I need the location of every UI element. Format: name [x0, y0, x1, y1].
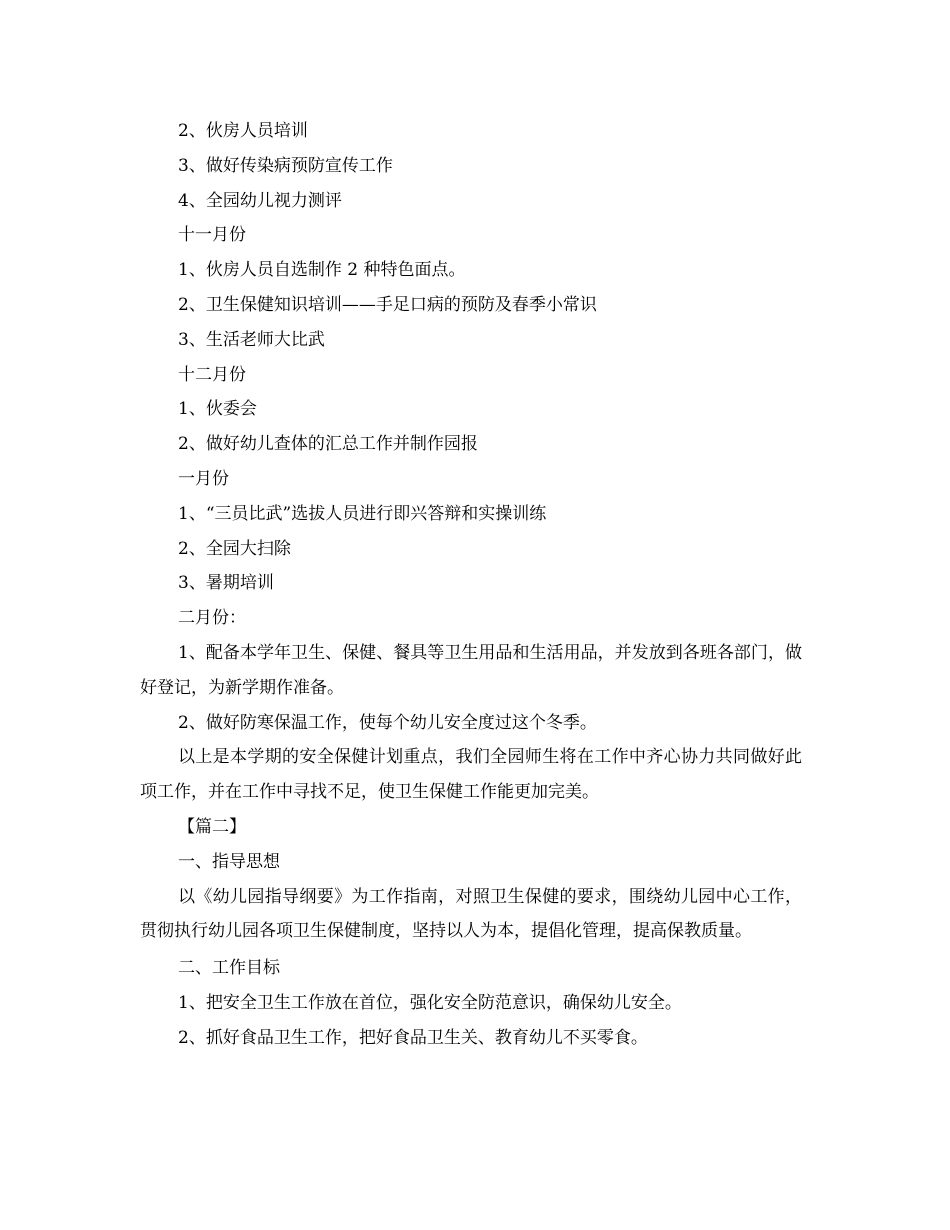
list-item: 1、伙委会 [178, 399, 257, 420]
list-item: 3、暑期培训 [178, 573, 274, 594]
month-heading-november: 十一月份 [178, 225, 246, 246]
section-heading-work-goals: 二、工作目标 [178, 958, 280, 979]
paragraph-supplies: 1、配备本学年卫生、保健、餐具等卫生用品和生活用品，并发放到各班各部门，做好登记，为新学期作准备。 [140, 642, 802, 698]
paragraph-summary: 以上是本学期的安全保健计划重点，我们全园师生将在工作中齐心协力共同做好此项工作，并在工作中寻找不足，使卫生保健工作能更加完美。 [140, 747, 802, 803]
list-item: 2、全园大扫除 [178, 538, 291, 559]
list-item: 2、抓好食品卫生工作，把好食品卫生关、教育幼儿不买零食。 [178, 1027, 648, 1048]
document-body [140, 114, 802, 1056]
list-item: 4、全园幼儿视力测评 [178, 190, 342, 211]
list-item: 1、伙房人员自选制作 2 种特色面点。 [178, 260, 466, 281]
list-item: 2、伙房人员培训 [178, 121, 308, 141]
list-item: 2、做好幼儿查体的汇总工作并制作园报 [178, 434, 478, 455]
month-heading-january: 一月份 [178, 468, 229, 489]
month-heading-december: 十二月份 [178, 364, 246, 385]
section-heading-guiding-thought: 一、指导思想 [178, 851, 280, 872]
paragraph-winter: 2、做好防寒保温工作，使每个幼儿安全度过这个冬季。 [178, 712, 597, 733]
list-item: 3、做好传染病预防宣传工作 [178, 155, 393, 176]
list-item: 1、“三员比武”选拔人员进行即兴答辩和实操训练 [178, 503, 547, 524]
list-item: 2、卫生保健知识培训——手足口病的预防及春季小常识 [178, 294, 597, 315]
list-item: 1、把安全卫生工作放在首位，强化安全防范意识，确保幼儿安全。 [178, 992, 682, 1013]
section-tag: 【篇二】 [178, 816, 246, 837]
list-item: 3、生活老师大比武 [178, 329, 325, 350]
paragraph-guiding-thought: 以《幼儿园指导纲要》为工作指南，对照卫生保健的要求，围绕幼儿园中心工作，贯彻执行幼儿园各项卫生保健制度，坚持以人为本，提倡化管理，提高保教质量。 [140, 886, 802, 942]
month-heading-february: 二月份： [178, 608, 246, 629]
